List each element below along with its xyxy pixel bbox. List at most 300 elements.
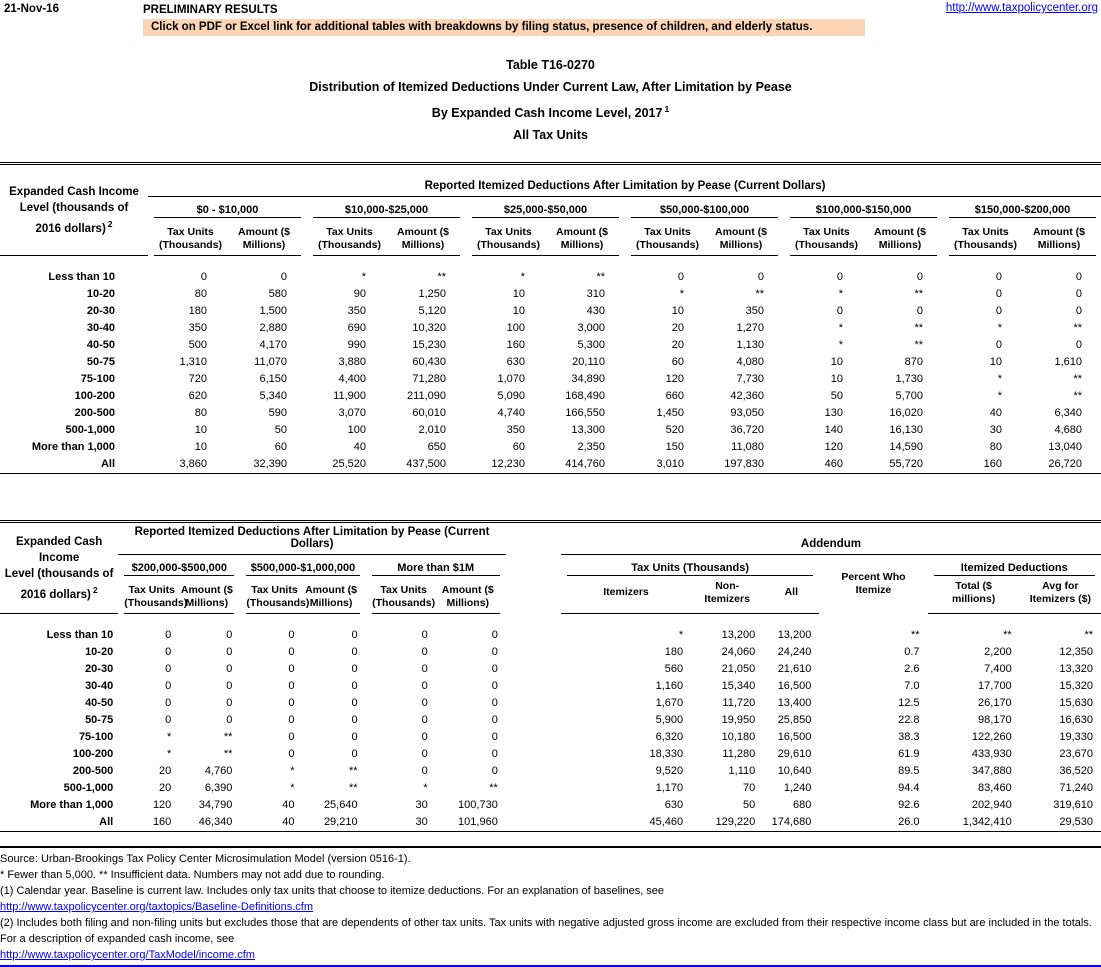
column-gap — [506, 644, 561, 661]
value-cell: 0 — [836, 305, 843, 318]
value-cell: 0 — [288, 646, 295, 659]
row-label: 75-100 — [80, 373, 115, 386]
column-subheader: Tax Units (Thousands) — [466, 218, 545, 256]
table-row — [0, 746, 1101, 763]
legend-note: * Fewer than 5,000. ** Insufficient data. Numbers may not add due to rounding. — [0, 869, 385, 882]
value-cell: 15,230 — [412, 339, 446, 352]
value-cell: 100,730 — [458, 799, 498, 812]
value-cell: 120 — [824, 441, 843, 454]
value-cell: 0 — [421, 663, 428, 676]
column-group-header — [307, 197, 466, 218]
footnote-ref-2: 2 — [107, 218, 113, 229]
table-row — [0, 256, 1101, 287]
table-row — [0, 797, 1101, 814]
value-cell: 310 — [586, 288, 605, 301]
value-cell: 0 — [491, 748, 498, 761]
column-group-label: $50,000-$100,000 — [631, 204, 778, 218]
value-cell: 25,850 — [777, 714, 812, 727]
top-bar — [0, 0, 1101, 33]
value-cell: 71,280 — [412, 373, 446, 386]
value-cell: 70 — [743, 782, 756, 795]
value-cell: 40 — [989, 407, 1002, 420]
value-cell: 60,430 — [412, 356, 446, 369]
value-cell: 60 — [671, 356, 684, 369]
value-cell: 160 — [983, 458, 1002, 471]
value-cell: 0 — [226, 680, 233, 693]
column-header-line: millions) — [952, 592, 996, 605]
value-cell: 16,130 — [889, 424, 923, 437]
value-cell: 6,320 — [655, 731, 684, 744]
table-row — [0, 303, 1101, 320]
value-cell: 7,730 — [736, 373, 764, 386]
table-row — [0, 320, 1101, 337]
itemizers-column-header: Itemizers — [561, 576, 691, 614]
value-cell: ** — [914, 339, 923, 352]
value-cell: 630 — [664, 799, 684, 812]
value-cell: 120 — [152, 799, 172, 812]
value-cell: 0 — [421, 680, 428, 693]
value-cell: 0 — [165, 714, 172, 727]
value-cell: 4,170 — [259, 339, 287, 352]
column-subheader: Amount ($ Millions) — [436, 576, 506, 614]
column-gap — [506, 763, 561, 780]
value-cell: ** — [223, 731, 233, 744]
value-cell: 30 — [415, 816, 428, 829]
value-cell: 0 — [491, 663, 498, 676]
value-cell: 0 — [351, 646, 358, 659]
value-cell: 2.6 — [904, 663, 920, 676]
value-cell: 11,720 — [722, 697, 756, 710]
value-cell: 0 — [757, 270, 764, 283]
header-row — [0, 197, 1101, 218]
value-cell: 0 — [995, 288, 1002, 301]
value-cell: 6,390 — [204, 782, 233, 795]
table-title: Distribution of Itemized Deductions Under Current Law, After Limitation by Pease — [309, 80, 792, 94]
value-cell: 350 — [506, 424, 525, 437]
table-row — [0, 354, 1101, 371]
value-cell: 197,830 — [724, 458, 764, 471]
column-gap — [506, 797, 561, 814]
footnote-2: (2) Includes both filing and non-filing units but excludes those that are dependents of other tax units. Tax units with negative adjusted gross income are excluded from their respective income class but are included in the totals. For a description of expanded cash income, see — [0, 917, 1092, 946]
value-cell: 21,050 — [721, 663, 756, 676]
value-cell: 34,790 — [198, 799, 233, 812]
table-population: All Tax Units — [513, 128, 588, 143]
table-row — [0, 388, 1101, 405]
column-subheader: Amount ($ Millions) — [1022, 218, 1101, 256]
value-cell: 0 — [351, 628, 358, 641]
footnote-ref-1: 1 — [664, 104, 670, 114]
table-row — [0, 286, 1101, 303]
value-cell: 5,300 — [577, 339, 605, 352]
value-cell: 0 — [351, 714, 358, 727]
value-cell: 0 — [491, 765, 498, 778]
table-row — [0, 814, 1101, 832]
row-header-line: 2016 dollars) — [20, 588, 91, 601]
table-row — [0, 712, 1101, 729]
value-cell: 60 — [274, 441, 287, 454]
row-header — [0, 164, 148, 256]
value-cell: 0 — [226, 714, 233, 727]
column-group-label: $25,000-$50,000 — [472, 204, 619, 218]
value-cell: 168,490 — [565, 390, 605, 403]
value-cell: 5,340 — [259, 390, 287, 403]
value-cell: 140 — [824, 424, 843, 437]
table-row — [0, 661, 1101, 678]
value-cell: 100 — [347, 424, 366, 437]
row-label: 10-20 — [85, 646, 114, 659]
footnote-1: (1) Calendar year. Baseline is current law. Includes only tax units that choose to itemize deductions. For an explanation of baselines, see — [0, 885, 665, 898]
value-cell: 166,550 — [565, 407, 605, 420]
avg-column-header — [1020, 576, 1101, 614]
value-cell: 0 — [288, 663, 295, 676]
row-label: 50-75 — [86, 356, 115, 369]
value-cell: 0 — [421, 697, 428, 710]
value-cell: 0 — [165, 663, 172, 676]
column-group-header — [625, 197, 784, 218]
row-label: 10-20 — [86, 288, 115, 301]
value-cell: 5,700 — [895, 390, 923, 403]
table-subtitle — [0, 98, 1101, 124]
table-row — [0, 695, 1101, 712]
row-label: All — [99, 816, 114, 829]
column-subheader: Tax Units (Thousands) — [625, 218, 704, 256]
value-cell: 10,640 — [777, 765, 812, 778]
value-cell: 5,090 — [497, 390, 525, 403]
value-cell: 120 — [665, 373, 684, 386]
column-subheader: Amount ($ Millions) — [302, 576, 365, 614]
value-cell: * — [520, 270, 525, 283]
value-cell: 1,110 — [728, 765, 756, 778]
column-gap — [506, 780, 561, 797]
column-header-line: Itemizers ($) — [1029, 592, 1091, 605]
row-header-line: Expanded Cash Income — [15, 535, 103, 564]
value-cell: ** — [437, 270, 446, 283]
value-cell: 6,150 — [259, 373, 287, 386]
value-cell: 414,760 — [565, 458, 605, 471]
value-cell: ** — [1073, 322, 1082, 335]
span-header: Reported Itemized Deductions After Limitation by Pease (Current Dollars) — [148, 164, 1101, 197]
footnote-2-link[interactable]: http://www.taxpolicycenter.org/TaxModel/income.cfm — [0, 949, 255, 962]
value-cell: 5,120 — [418, 305, 446, 318]
value-cell: 16,020 — [889, 407, 923, 420]
row-label: More than 1,000 — [30, 799, 114, 812]
value-cell: ** — [349, 765, 358, 778]
value-cell: 0 — [491, 697, 498, 710]
value-cell: 15,630 — [1059, 697, 1093, 710]
tax-units-group-label: Tax Units (Thousands) — [567, 562, 813, 576]
column-subheader: Amount ($ Millions) — [863, 218, 943, 256]
value-cell: 680 — [792, 799, 812, 812]
value-cell: 4,400 — [338, 373, 366, 386]
value-cell: 30 — [415, 799, 428, 812]
value-cell: 10 — [989, 356, 1002, 369]
value-cell: 71,240 — [1059, 782, 1093, 795]
table-number: Table T16-0270 — [506, 58, 595, 72]
value-cell: 20,110 — [572, 356, 605, 369]
value-cell: 0 — [165, 646, 172, 659]
row-header-line: Expanded Cash Income — [9, 185, 139, 198]
value-cell: 4,740 — [497, 407, 525, 420]
value-cell: 17,700 — [978, 680, 1012, 693]
value-cell: 0 — [351, 697, 358, 710]
value-cell: 80 — [194, 407, 207, 420]
value-cell: 0 — [226, 697, 233, 710]
column-subheader: Tax Units (Thousands) — [943, 218, 1022, 256]
value-cell: 433,930 — [971, 748, 1012, 761]
column-subheader: Tax Units (Thousands) — [366, 576, 436, 614]
row-label: 500-1,000 — [63, 782, 114, 795]
value-cell: 12,230 — [491, 458, 525, 471]
value-cell: 180 — [664, 646, 684, 659]
value-cell: 36,520 — [1059, 765, 1093, 778]
site-link[interactable]: http://www.taxpolicycenter.org — [945, 2, 1098, 14]
all-column-header: All — [763, 576, 819, 614]
value-cell: ** — [1084, 629, 1093, 642]
column-group-label: $150,000-$200,000 — [949, 204, 1096, 218]
value-cell: 0 — [421, 714, 428, 727]
value-cell: 0 — [421, 748, 428, 761]
value-cell: 10,320 — [412, 322, 446, 335]
row-label: 200-500 — [72, 765, 114, 778]
column-group-header — [784, 197, 943, 218]
value-cell: 13,400 — [777, 697, 812, 710]
value-cell: 437,500 — [406, 458, 446, 471]
value-cell: 690 — [347, 322, 366, 335]
value-cell: 0 — [916, 270, 923, 283]
value-cell: 1,170 — [655, 782, 684, 795]
value-cell: 7.0 — [904, 680, 920, 693]
value-cell: 19,330 — [1059, 731, 1093, 744]
footnote-1-link[interactable]: http://www.taxpolicycenter.org/taxtopics/Baseline-Definitions.cfm — [0, 901, 314, 914]
value-cell: 0 — [491, 680, 498, 693]
table-row — [0, 456, 1101, 474]
value-cell: 630 — [506, 356, 525, 369]
table-row — [0, 729, 1101, 746]
value-cell: 30 — [989, 424, 1002, 437]
value-cell: 1,310 — [179, 356, 207, 369]
value-cell: 0 — [1075, 270, 1082, 283]
value-cell: 620 — [188, 390, 207, 403]
value-cell: 10 — [512, 288, 525, 301]
value-cell: * — [838, 339, 843, 352]
value-cell: 560 — [664, 663, 684, 676]
value-cell: 0 — [165, 680, 172, 693]
value-cell: 2,350 — [577, 441, 605, 454]
value-cell: 1,500 — [259, 305, 287, 318]
value-cell: 3,000 — [577, 322, 605, 335]
value-cell: ** — [910, 628, 920, 641]
table-row — [0, 371, 1101, 388]
value-cell: * — [167, 748, 172, 761]
value-cell: 520 — [665, 424, 684, 437]
value-cell: 50 — [274, 424, 287, 437]
row-header-line: 2016 dollars) — [35, 222, 106, 235]
addendum-header: Addendum — [561, 522, 1101, 555]
value-cell: 0 — [1075, 339, 1082, 352]
column-gap — [506, 814, 561, 832]
value-cell: 3,010 — [656, 458, 684, 471]
row-label: Less than 10 — [48, 271, 115, 284]
value-cell: 12,350 — [1059, 646, 1093, 659]
value-cell: * — [678, 629, 684, 642]
value-cell: 0 — [351, 731, 358, 744]
value-cell: 1,160 — [655, 680, 684, 693]
value-cell: 12.5 — [898, 697, 920, 710]
value-cell: 93,050 — [730, 407, 764, 420]
column-group-label: $500,000-$1,000,000 — [246, 562, 359, 576]
value-cell: 150 — [665, 441, 684, 454]
value-cell: 42,360 — [730, 390, 764, 403]
row-label: 30-40 — [85, 680, 114, 693]
column-subheader: Tax Units (Thousands) — [784, 218, 863, 256]
value-cell: 38.3 — [898, 731, 920, 744]
value-cell: 10 — [830, 373, 843, 386]
table-row — [0, 439, 1101, 456]
value-cell: 350 — [188, 322, 207, 335]
value-cell: 13,320 — [1059, 663, 1093, 676]
column-gap — [506, 729, 561, 746]
value-cell: * — [167, 731, 172, 744]
column-group-label: $10,000-$25,000 — [313, 204, 460, 218]
value-cell: 24,240 — [777, 646, 812, 659]
column-gap — [506, 678, 561, 695]
value-cell: 60,010 — [412, 407, 446, 420]
value-cell: * — [997, 390, 1002, 403]
value-cell: 4,680 — [1054, 424, 1082, 437]
source-note: Source: Urban-Brookings Tax Policy Center Microsimulation Model (version 0516-1). — [0, 853, 411, 866]
value-cell: 0 — [836, 270, 843, 283]
value-cell: 174,680 — [771, 816, 812, 829]
value-cell: 98,170 — [978, 714, 1012, 727]
value-cell: 50 — [830, 390, 843, 403]
value-cell: 0 — [226, 646, 233, 659]
row-label: All — [100, 458, 115, 471]
value-cell: 0 — [995, 305, 1002, 318]
value-cell: * — [838, 322, 843, 335]
value-cell: 32,390 — [253, 458, 287, 471]
value-cell: 11,900 — [333, 390, 366, 403]
value-cell: 55,720 — [889, 458, 923, 471]
lower-table — [0, 520, 1101, 832]
column-group-label: More than $1M — [372, 562, 500, 576]
column-header-line: Avg for — [1042, 579, 1079, 592]
value-cell: 40 — [353, 441, 366, 454]
value-cell: 10 — [671, 305, 684, 318]
value-cell: 350 — [745, 305, 764, 318]
value-cell: 40 — [282, 816, 295, 829]
date-label: 21-Nov-16 — [4, 3, 59, 15]
value-cell: ** — [489, 782, 498, 795]
value-cell: 50 — [743, 799, 756, 812]
itemized-deductions-group-header — [928, 555, 1101, 576]
column-group-header — [148, 197, 307, 218]
table-row — [0, 614, 1101, 645]
value-cell: 11,280 — [722, 748, 756, 761]
value-cell: 0 — [491, 628, 498, 641]
header-row — [0, 164, 1101, 197]
value-cell: 0 — [280, 270, 287, 283]
value-cell: 202,940 — [971, 799, 1012, 812]
percent-who-itemize-header — [819, 555, 927, 614]
value-cell: 1,610 — [1054, 356, 1082, 369]
row-label: More than 1,000 — [31, 441, 115, 454]
value-cell: 990 — [347, 339, 366, 352]
value-cell: 25,520 — [332, 458, 366, 471]
value-cell: 3,070 — [338, 407, 366, 420]
value-cell: 160 — [152, 816, 172, 829]
value-cell: 20 — [159, 765, 172, 778]
column-group-header — [366, 555, 506, 576]
value-cell: 580 — [268, 288, 287, 301]
value-cell: 130 — [824, 407, 843, 420]
row-label: 500-1,000 — [65, 424, 115, 437]
preliminary-label: PRELIMINARY RESULTS — [143, 4, 278, 16]
value-cell: 1,730 — [895, 373, 923, 386]
non-itemizers-column-header — [691, 576, 763, 614]
row-header-line: Level (thousands of — [19, 201, 129, 214]
column-header-line: Itemizers — [704, 592, 750, 605]
value-cell: 29,210 — [323, 816, 358, 829]
value-cell: ** — [1073, 373, 1082, 386]
value-cell: 40 — [282, 799, 295, 812]
table-row — [0, 763, 1101, 780]
value-cell: 0 — [995, 339, 1002, 352]
table-row — [0, 422, 1101, 439]
value-cell: 80 — [194, 288, 207, 301]
value-cell: 3,880 — [338, 356, 366, 369]
value-cell: 0 — [421, 765, 428, 778]
column-subheader: Amount ($ Millions) — [386, 218, 466, 256]
value-cell: 0 — [288, 731, 295, 744]
value-cell: 19,950 — [721, 714, 756, 727]
value-cell: 11,080 — [731, 441, 764, 454]
value-cell: 0 — [1075, 305, 1082, 318]
value-cell: 160 — [506, 339, 525, 352]
column-gap — [506, 661, 561, 678]
value-cell: 0 — [351, 748, 358, 761]
value-cell: 29,530 — [1059, 816, 1093, 829]
row-label: 40-50 — [85, 697, 114, 710]
value-cell: 45,460 — [649, 816, 684, 829]
value-cell: 15,320 — [1059, 680, 1093, 693]
value-cell: 211,090 — [407, 390, 446, 403]
value-cell: 10 — [830, 356, 843, 369]
value-cell: 10 — [194, 424, 207, 437]
value-cell: 34,890 — [571, 373, 605, 386]
column-subheader: Amount ($ Millions) — [545, 218, 625, 256]
value-cell: 10 — [194, 441, 207, 454]
value-cell: 18,330 — [649, 748, 684, 761]
value-cell: 0 — [351, 680, 358, 693]
value-cell: 129,220 — [715, 816, 756, 829]
footnotes — [0, 846, 1101, 963]
value-cell: 26,720 — [1048, 458, 1082, 471]
value-cell: ** — [596, 270, 605, 283]
value-cell: 1,450 — [656, 407, 684, 420]
column-header-line: Non- — [715, 579, 740, 592]
percent-header-line: Itemize — [855, 584, 892, 597]
value-cell: 0 — [288, 628, 295, 641]
value-cell: * — [679, 288, 684, 301]
value-cell: 0 — [165, 628, 172, 641]
value-cell: 89.5 — [898, 765, 920, 778]
value-cell: 1,130 — [736, 339, 764, 352]
value-cell: 0 — [491, 714, 498, 727]
itemized-deductions-group-label: Itemized Deductions — [934, 562, 1095, 576]
value-cell: 1,270 — [736, 322, 764, 335]
value-cell: 0 — [165, 697, 172, 710]
row-label: 200-500 — [74, 407, 115, 420]
